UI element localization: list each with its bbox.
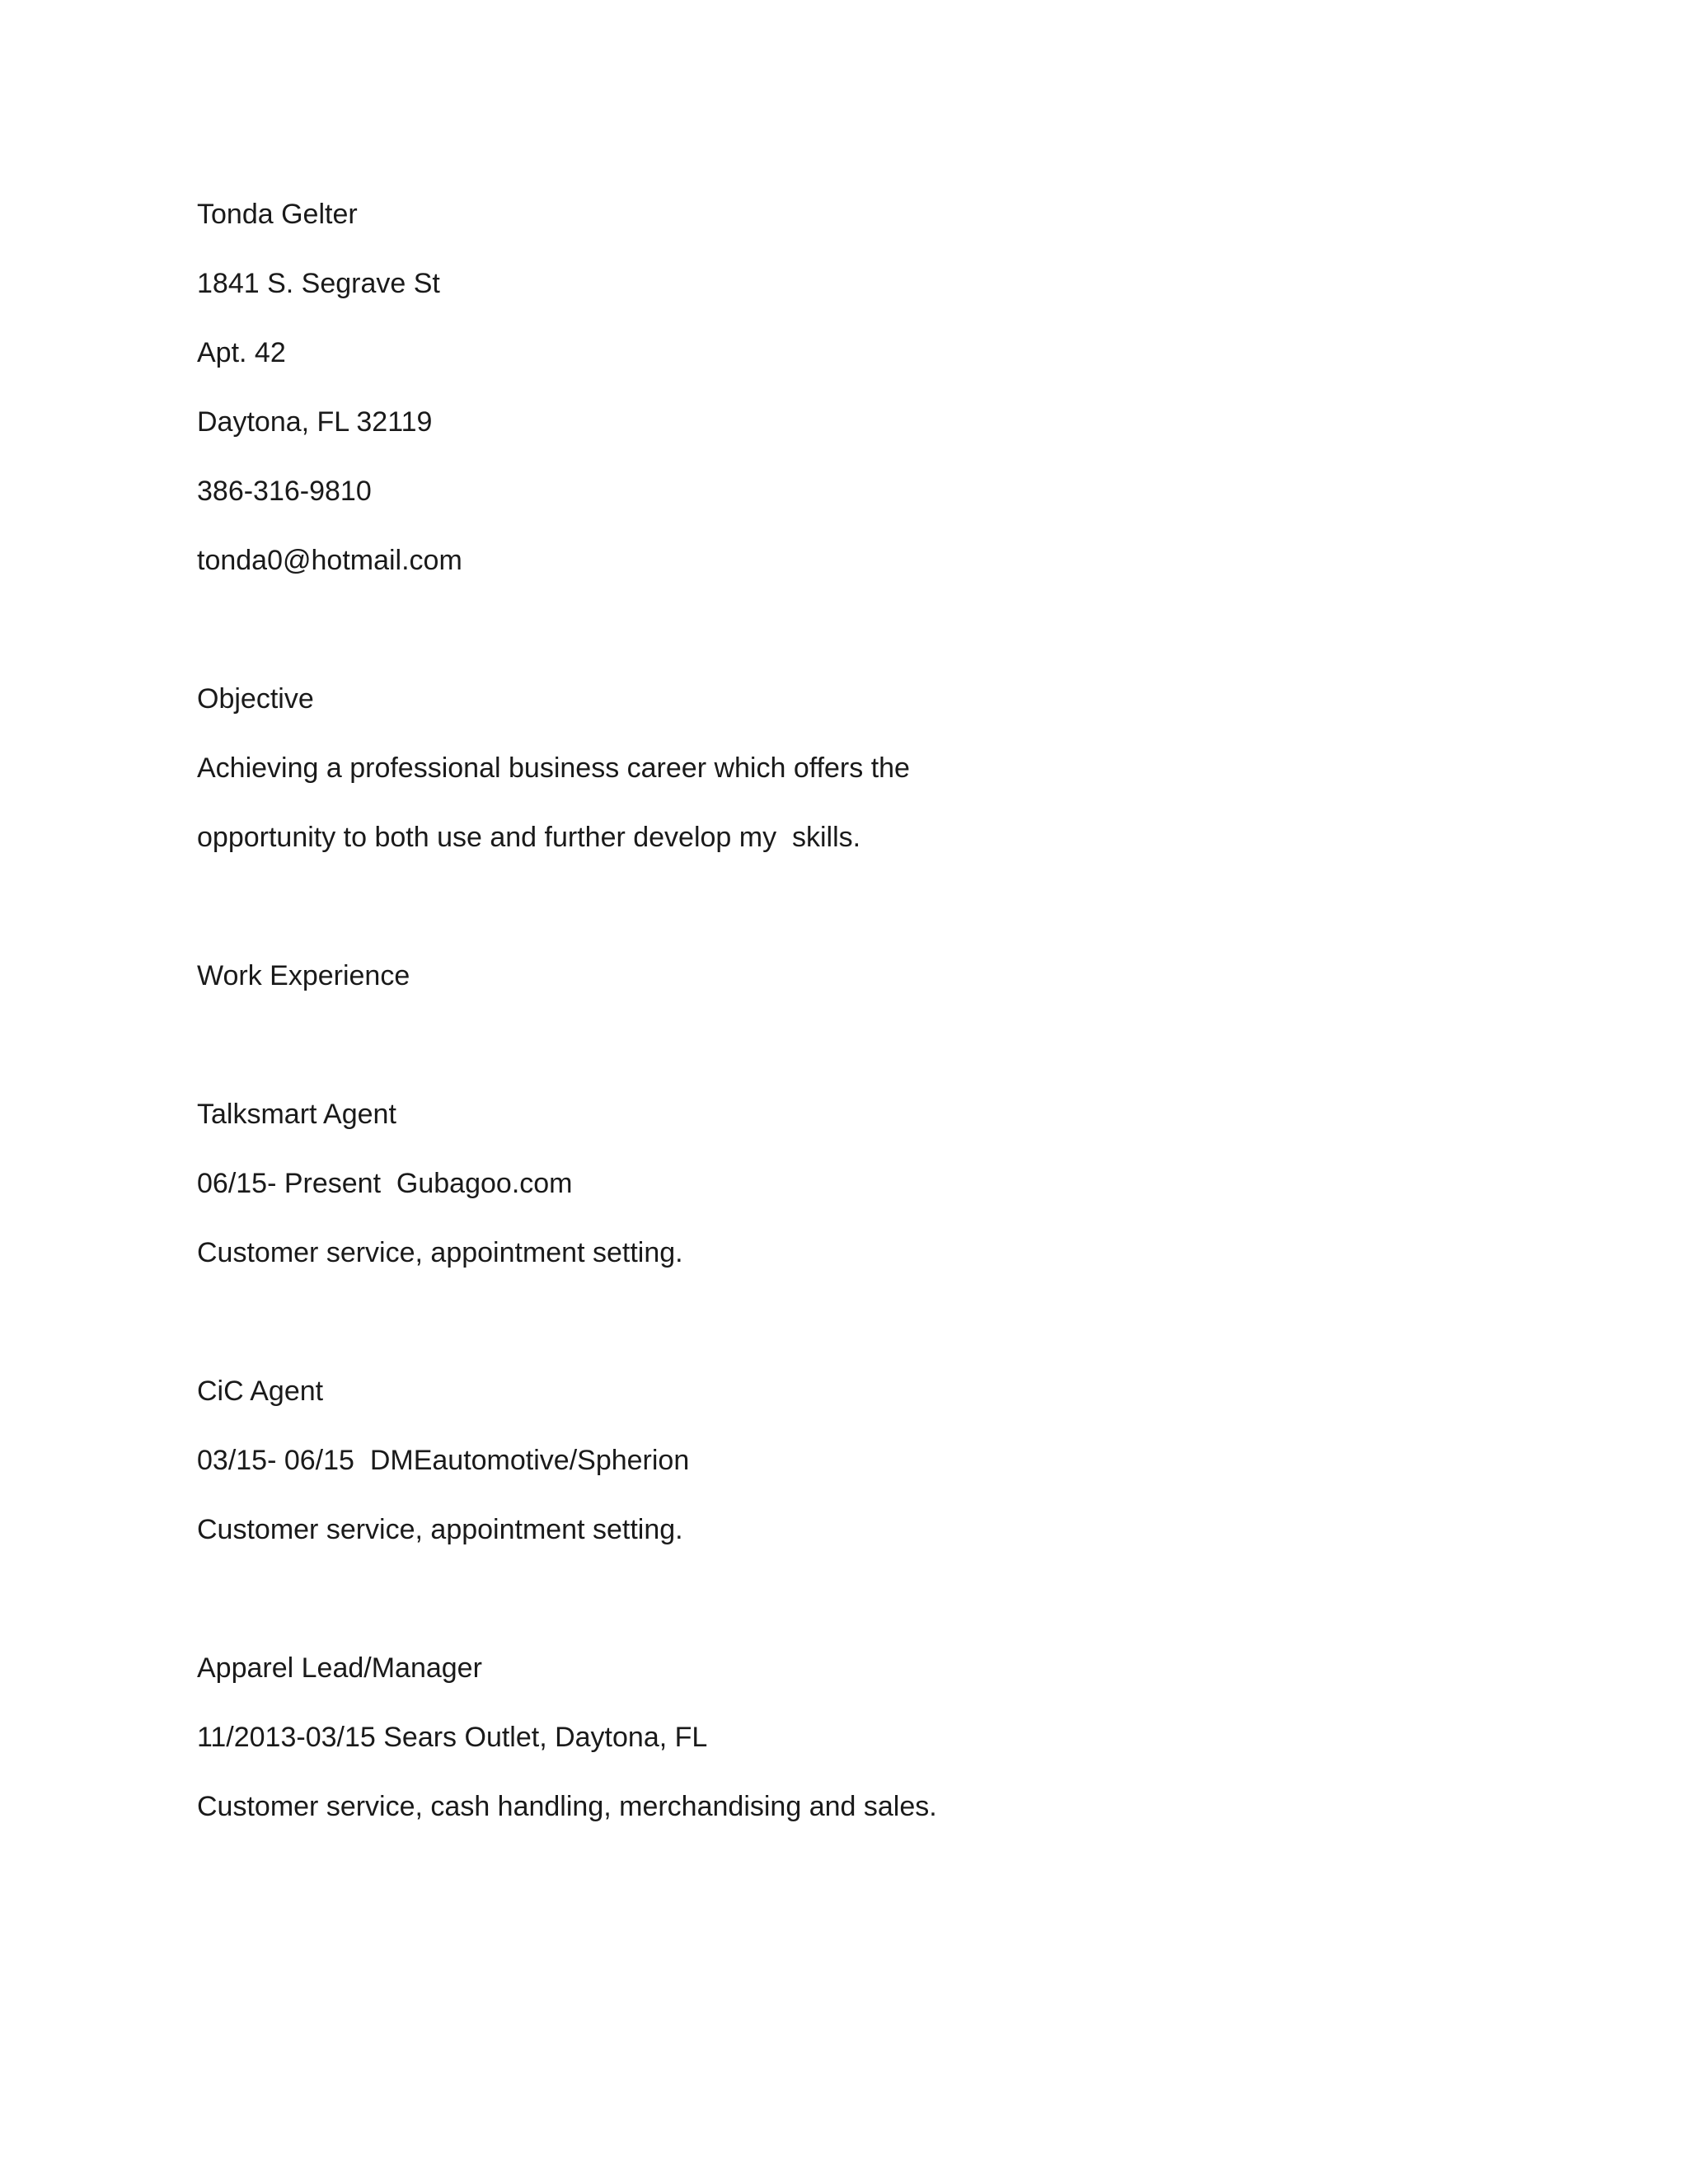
contact-phone: 386-316-9810 [197, 476, 372, 507]
work-experience-heading: Work Experience [197, 960, 410, 991]
job-title: Apparel Lead/Manager [197, 1652, 482, 1684]
objective-text-line-1: Achieving a professional business career which offers the [197, 752, 910, 784]
objective-text-line-2: opportunity to both use and further develop my skills. [197, 822, 861, 853]
job-description: Customer service, appointment setting. [197, 1237, 683, 1268]
job-dates-company: 11/2013-03/15 Sears Outlet, Daytona, FL [197, 1722, 708, 1753]
job-description: Customer service, appointment setting. [197, 1514, 683, 1545]
objective-heading: Objective [197, 683, 314, 715]
contact-name: Tonda Gelter [197, 199, 358, 230]
job-title: CiC Agent [197, 1376, 324, 1407]
contact-email: tonda0@hotmail.com [197, 545, 462, 576]
contact-city-state-zip: Daytona, FL 32119 [197, 406, 433, 438]
contact-apt: Apt. 42 [197, 337, 286, 368]
contact-street: 1841 S. Segrave St [197, 268, 440, 299]
job-dates-company: 03/15- 06/15 DMEautomotive/Spherion [197, 1445, 690, 1476]
job-title: Talksmart Agent [197, 1099, 396, 1130]
job-dates-company: 06/15- Present Gubagoo.com [197, 1168, 573, 1199]
job-description: Customer service, cash handling, merchandising and sales. [197, 1791, 937, 1822]
